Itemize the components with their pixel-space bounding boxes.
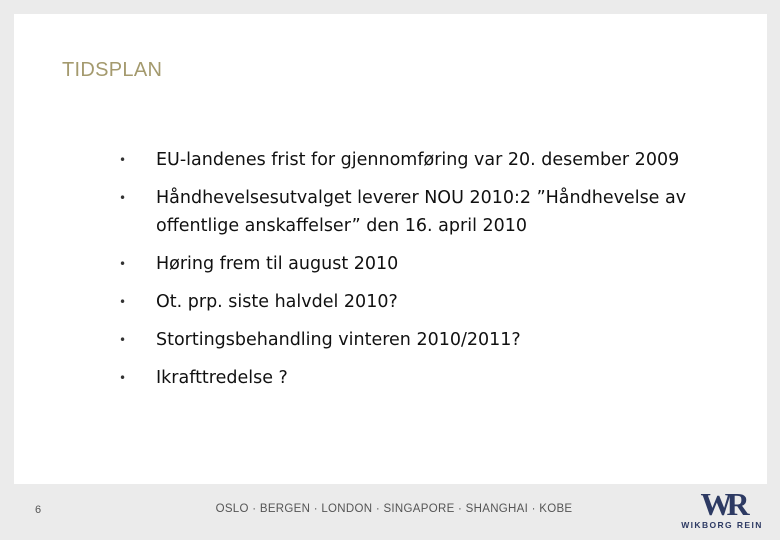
bullet-item — [119, 146, 739, 174]
monogram-text: WR — [700, 488, 744, 518]
bullet-text: Ot. prp. siste halvdel 2010? — [156, 292, 398, 312]
bullet-text: Høring frem til august 2010 — [156, 254, 399, 274]
bullet-icon: • — [119, 153, 127, 167]
bullet-icon: • — [119, 191, 127, 205]
bullet-item — [119, 184, 739, 240]
bullet-item — [119, 364, 739, 392]
bullet-item — [119, 250, 739, 278]
page-number: 6 — [35, 504, 42, 516]
bullet-text: EU-landenes frist for gjennomføring var 20. desember 2009 — [156, 150, 680, 170]
footer-cities: OSLO · BERGEN · LONDON · SINGAPORE · SHANGHAI · KOBE — [215, 503, 573, 515]
wikborg-rein-logo — [676, 488, 768, 534]
bullet-item — [119, 288, 739, 316]
bullet-text: Ikrafttredelse ? — [156, 368, 288, 388]
bullet-icon: • — [119, 371, 127, 385]
slide-canvas — [14, 14, 767, 484]
bullet-icon: • — [119, 257, 127, 271]
bullet-text: Stortingsbehandling vinteren 2010/2011? — [156, 330, 521, 350]
bullet-icon: • — [119, 333, 127, 347]
bullet-item — [119, 326, 739, 354]
bullet-list — [119, 146, 739, 402]
bullet-icon: • — [119, 295, 127, 309]
logo-brand-text: WIKBORG REIN — [681, 520, 763, 530]
bullet-text: Håndhevelsesutvalget leverer NOU 2010:2 ”Håndhevelse av offentlige anskaffelser” den 16. april 2010 — [156, 188, 687, 236]
wr-monogram-icon — [676, 488, 768, 518]
slide-title: TIDSPLAN — [62, 59, 163, 81]
